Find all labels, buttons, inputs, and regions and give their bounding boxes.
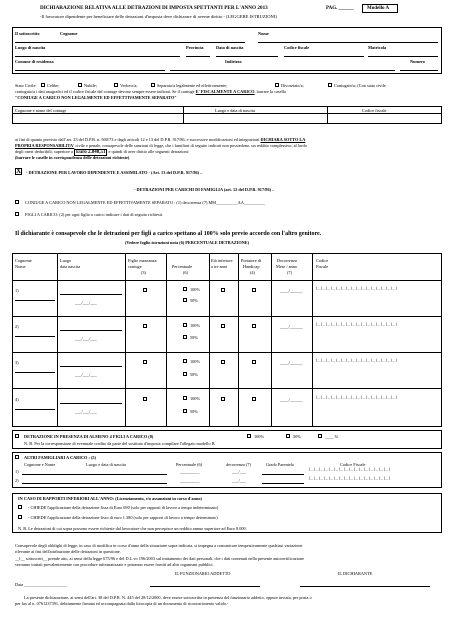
data-field[interactable]: Data ____________________ xyxy=(15,582,68,587)
figli-header-handicap-3: (4) xyxy=(250,270,256,275)
altri-row-number: 1) xyxy=(15,469,19,474)
carichi-famiglia-title: - DETRAZIONI PER CARICHI DI FAMIGLIA (art. 12 del D.P.R. 917/86) – xyxy=(134,187,275,192)
form-subtitle: -Il lavoratore dipendente per beneficiare delle detrazioni d'imposta deve dichiarare di averne diritto.- (LEGGERE ISTRUZIONI) xyxy=(40,14,277,19)
separato-checkbox[interactable] xyxy=(151,83,155,87)
figli-50-checkbox[interactable] xyxy=(183,335,187,339)
figli-handicap-checkbox[interactable] xyxy=(252,324,256,328)
figli-50-checkbox[interactable] xyxy=(183,298,187,302)
coniuge-carico-line: CONIUGE A CARICO NON LEGALMENTE ED EFFETTIVAMENTE SEPARATO : (1) decorrenza (7) MM__________AA__________ xyxy=(25,200,266,205)
figli-header-luogo-1: Luogo xyxy=(60,258,72,263)
figli-100-checkbox[interactable] xyxy=(183,287,187,291)
dichiarante-label: IL DICHIARANTE xyxy=(338,571,373,576)
figli-cf-field[interactable]: |_|_|_|_|_|_|_|_|_|_|_|_|_|_|_|_| xyxy=(315,359,398,363)
declaration-text-3: degli oneri deducibili, superiore a xyxy=(15,149,73,154)
quattro-figli-checkbox[interactable] xyxy=(15,434,19,438)
declaration-text-1: ai fini di quanto previsto dall' art. 23 del D.P.R. n. 600/73 e dagli articoli 12 e 13 del D.P.R. 917/86, e successive modificazioni ed integrazioni xyxy=(15,137,260,142)
coniuge-col-divider-1 xyxy=(183,106,184,124)
figli-header-mancanza-1: Figlio mancanza xyxy=(128,258,157,263)
figli-mancanza-checkbox[interactable] xyxy=(143,288,147,292)
detrazione-lavoro-label: - DETRAZIONE PER LAVORO DIPENDENTE E ASSIMILATO - (Art. 13 del D.P.R. 917/86) – xyxy=(26,170,203,175)
figli-header-cf-1: Codice xyxy=(316,258,329,263)
figli-row-divider-2 xyxy=(12,352,442,353)
figli-100-checkbox[interactable] xyxy=(183,323,187,327)
figli-luogo-field[interactable] xyxy=(60,330,122,331)
figli-row-divider-3 xyxy=(12,388,442,389)
altri-cf-field[interactable]: |_|_|_|_|_|_|_|_|_|_|_|_|_|_|_|_| xyxy=(308,477,391,481)
luogo-nascita-label: Luogo di nascita xyxy=(15,45,46,50)
figli-header-cf-2: Fiscale xyxy=(316,264,329,269)
figli-luogo-field[interactable] xyxy=(60,366,122,367)
rapporti-690-label: - CHIEDE l'applicazione della detrazione fissa di Euro 690 (solo per rapporti di lavoro a tempo indeterminato) xyxy=(28,505,219,510)
celibe-checkbox[interactable] xyxy=(41,83,45,87)
luogo-nascita-field[interactable] xyxy=(15,56,180,57)
figli-50-checkbox[interactable] xyxy=(183,372,187,376)
provincia-label: Provincia xyxy=(186,45,204,50)
divorziato-checkbox[interactable] xyxy=(275,83,279,87)
nubile-checkbox[interactable] xyxy=(78,83,82,87)
figli-header-decorrenza-3: (7) xyxy=(287,270,293,275)
figli-nome-field[interactable] xyxy=(15,300,55,301)
figli-header-decorrenza-1: Decorrenza xyxy=(277,258,297,263)
figli-eta-checkbox[interactable] xyxy=(221,288,225,292)
altri-dec-field[interactable]: ___/___ xyxy=(232,478,247,483)
figli-header-handicap-2: Handicap xyxy=(243,264,260,269)
figli-header-mancanza-2: coniuge xyxy=(128,264,142,269)
figli-nome-field[interactable] xyxy=(15,372,55,373)
figli-date-field[interactable]: ___/___/___ xyxy=(75,372,97,377)
numero-label: Numero xyxy=(410,59,425,64)
figli-decorrenza-field[interactable]: ____/______ xyxy=(280,397,303,402)
quattro-figli-label: DETRAZIONE IN PRESENZA DI ALMENO 4 FIGLI A CARICO (8) xyxy=(24,434,154,439)
coniuge-cf-header: Codice fiscale xyxy=(362,108,387,113)
figli-nome-field[interactable] xyxy=(15,409,55,410)
figli-50-label: 50% xyxy=(190,372,198,377)
amount-box: Euro 2.840,51 xyxy=(75,150,106,155)
footer-last-1: La presente dichiarazione, ai sensi dell'art. 38 del D.P.R. N. 445 del 28/12/2000, deve essere sottoscritta in presenza del funzionario addetto, oppure inviata, per posta o xyxy=(24,595,312,600)
cognome-field[interactable] xyxy=(15,42,245,43)
figli-header-handicap-1: Portatore di xyxy=(241,258,262,263)
figli-cf-field[interactable]: |_|_|_|_|_|_|_|_|_|_|_|_|_|_|_|_| xyxy=(315,323,398,327)
altri-header-nome: Cognome e Nome xyxy=(24,462,56,467)
figli-eta-checkbox[interactable] xyxy=(221,397,225,401)
quattro-figli-100-checkbox[interactable] xyxy=(247,434,251,438)
figli-header-eta-2: a tre anni xyxy=(211,264,227,269)
figli-header-divider xyxy=(12,280,442,281)
funzionario-signature-line[interactable] xyxy=(150,586,260,587)
stato-civile-note-text: coniugato/a i dati anagrafici ed il codice fiscale del coniuge devono sempre essere indicati. Se il coniuge xyxy=(15,89,195,94)
figli-100-checkbox[interactable] xyxy=(183,396,187,400)
figli-decorrenza-field[interactable]: ____/______ xyxy=(280,360,303,365)
consapevole-statement: Il dichiarante è consapevole che le detrazioni per figli a carico spettano al 100% solo previo accordo con l'altro genitore. xyxy=(15,231,322,237)
coniuge-nome-header: Cognome e nome del coniuge xyxy=(15,108,67,113)
quattro-figli-50-checkbox[interactable] xyxy=(286,434,290,438)
cognome-label: Cognome xyxy=(60,31,78,36)
figli-carico-line: FIGLI A CARICO: (2) per ogni figlio a carico indicare i dati di seguito richiesti. xyxy=(25,212,164,217)
consapevole-note: (Vedere foglio istruzioni nota (6) PERCENTUALE DETRAZIONE) xyxy=(125,240,250,245)
comune-residenza-field[interactable] xyxy=(15,70,165,71)
coniugato-label: Coniugato/a; (Con stato civile xyxy=(334,83,386,88)
figli-50-label: 50% xyxy=(190,298,198,303)
indirizzo-label: Indirizzo xyxy=(225,59,242,64)
figli-row-number: 3) xyxy=(15,360,19,365)
footer-line-2: rilevante ai fini dell'attribuzione delle detrazioni in questione. xyxy=(15,549,121,554)
altri-nome-field[interactable] xyxy=(22,474,167,475)
declaration-text-2: civile e penale, consapevole delle sanzioni di legge, che i familiari di seguito indicati non possiedono, un reddito complessivo, al lordo xyxy=(75,143,307,148)
coniuge-carico-checkbox[interactable] xyxy=(15,200,19,204)
figli-mancanza-checkbox[interactable] xyxy=(143,324,147,328)
figli-cf-field[interactable]: |_|_|_|_|_|_|_|_|_|_|_|_|_|_|_|_| xyxy=(315,396,398,400)
figli-header-eta-1: Età inferiore xyxy=(211,258,233,263)
sottoscritto-label: Il sottoscritto xyxy=(15,31,40,36)
figli-header-percentuale-3: (6) xyxy=(183,270,189,275)
figli-100-label: 100% xyxy=(190,323,201,328)
altri-pct-field[interactable]: _________ xyxy=(180,478,200,483)
rapporti-nb: N. B. Le detrazioni di cui sopra possono essere richieste dal lavoratore che non percepisce un reddito annuo superiore ad Euro 8.000. xyxy=(18,526,247,531)
altri-row-number: 2) xyxy=(15,478,19,483)
stato-civile-note xyxy=(15,89,286,94)
matricola-field[interactable] xyxy=(368,56,438,57)
celibe-label: Celibe; xyxy=(47,83,60,88)
figli-header-cognome-1: Cognome xyxy=(15,258,32,263)
fiscalmente-a-carico: E' FISCALMENTE A CARICO xyxy=(195,89,255,94)
nome-label: Nome xyxy=(258,31,269,36)
quattro-figli-100-label: 100% xyxy=(254,434,265,439)
declaration-text-3-end: e quindi di aver diritto alle seguenti detrazioni: xyxy=(108,149,190,154)
comune-residenza-label: Comune di residenza xyxy=(15,59,54,64)
altri-header-luogo: Luogo e data di nascita xyxy=(86,462,126,467)
vedovo-checkbox[interactable] xyxy=(114,83,118,87)
figli-handicap-checkbox[interactable] xyxy=(252,397,256,401)
rapporti-1380-checkbox[interactable] xyxy=(18,515,22,519)
figli-row-number: 4) xyxy=(15,397,19,402)
figli-luogo-field[interactable] xyxy=(60,294,122,295)
altri-familiari-checkbox[interactable] xyxy=(15,455,19,459)
nubile-label: Nubile; xyxy=(84,83,97,88)
figli-date-field[interactable]: ___/___/___ xyxy=(75,409,97,414)
figli-header-luogo-2: data nascita xyxy=(60,264,81,269)
figli-date-field[interactable]: ___/___/___ xyxy=(75,336,97,341)
dichiara-bold: DICHIARA SOTTO LA xyxy=(260,137,306,142)
figli-mancanza-checkbox[interactable] xyxy=(143,397,147,401)
altri-pct-field[interactable]: _________ xyxy=(180,469,200,474)
figli-100-label: 100% xyxy=(190,287,201,292)
coniuge-table-divider xyxy=(12,113,442,114)
altri-familiari-label: ALTRI FAMIGLIARI A CARICO : (5) xyxy=(24,455,96,460)
figli-50-checkbox[interactable] xyxy=(183,409,187,413)
quattro-figli-pct-field[interactable]: ____ % xyxy=(325,434,339,439)
altri-nome-field[interactable] xyxy=(22,483,167,484)
codice-fiscale-field[interactable] xyxy=(284,56,364,57)
figli-handicap-checkbox[interactable] xyxy=(252,288,256,292)
matricola-label: Matricola xyxy=(368,45,387,50)
figli-decorrenza-field[interactable]: ____/______ xyxy=(280,324,303,329)
figli-luogo-field[interactable] xyxy=(60,403,122,404)
rapporti-title: IN CASO DI RAPPORTI INFERIORI ALL'ANNO: (Licenziamento, e/o assunzioni in corso d'anno) xyxy=(18,496,202,501)
altri-header-percentuale: Percentuale (6) xyxy=(176,462,203,467)
figli-50-label: 50% xyxy=(190,335,198,340)
figli-header-percentuale-2: Percentuale xyxy=(172,264,193,269)
altri-header-decorrenza: decorrenza (7) xyxy=(226,462,251,467)
data-nascita-field[interactable] xyxy=(216,56,278,57)
figli-row-number: 1) xyxy=(15,288,19,293)
altri-header-cf: Codice Fiscale xyxy=(340,462,366,467)
figli-mancanza-checkbox[interactable] xyxy=(143,360,147,364)
figli-eta-checkbox[interactable] xyxy=(221,360,225,364)
figli-carico-checkbox[interactable] xyxy=(15,212,19,216)
codice-fiscale-label: Codice fiscale xyxy=(284,45,310,50)
vedovo-label: Vedovo/a; xyxy=(120,83,138,88)
figli-header-decorrenza-2: Mese / anno xyxy=(276,264,298,269)
dichiarante-signature-line[interactable] xyxy=(300,586,430,587)
quattro-figli-note: N. B. Per la corresponsione di eventuale credito da parte del sostituto d'imposta compilare l'allegato modello B xyxy=(24,441,215,446)
figli-row-divider-1 xyxy=(12,316,442,317)
declaration-line-2 xyxy=(15,143,307,148)
coniuge-a-carico-heading: "CONIUGE A CARICO NON LEGALMENTE ED EFFETTIVAMENTE SEPARATO" xyxy=(15,95,177,100)
footer-last-2: per fax al n. 0761237391, debitamente firmata ed accompagnata dalla fotocopia di un documento di riconoscimento valido.- xyxy=(15,601,229,606)
quattro-figli-50-label: 50% xyxy=(293,434,301,439)
stato-civile-note-end: , barrare la casella xyxy=(254,89,286,94)
quattro-figli-pct-checkbox[interactable] xyxy=(318,434,322,438)
rapporti-690-checkbox[interactable] xyxy=(18,505,22,509)
altri-cf-field[interactable]: |_|_|_|_|_|_|_|_|_|_|_|_|_|_|_|_| xyxy=(308,468,391,472)
declaration-instruction: (barrare le caselle in corrispondenza delle detrazioni richieste) xyxy=(15,155,130,160)
altri-grado-field[interactable] xyxy=(262,474,304,475)
figli-nome-field[interactable] xyxy=(15,336,55,337)
numero-field[interactable] xyxy=(400,70,438,71)
altri-header-grado: Grado Parentela xyxy=(266,462,294,467)
figli-50-label: 50% xyxy=(190,409,198,414)
form-title: DICHIARAZIONE RELATIVA ALLE DETRAZIONI DI IMPOSTA SPETTANTI PER L'ANNO 2013 xyxy=(40,5,268,11)
provincia-field[interactable] xyxy=(186,56,210,57)
stato-civile-label: Stato Civile: xyxy=(15,83,37,88)
figli-cf-field[interactable]: |_|_|_|_|_|_|_|_|_|_|_|_|_|_|_|_| xyxy=(315,287,398,291)
figli-handicap-checkbox[interactable] xyxy=(252,360,256,364)
footer-line-1: Consapevole degli obblighi di legge, in caso di modifica in corso d'anno della situazione sopra indicata, si impegna a comunicare tempestivamente qualsiasi variazione xyxy=(15,543,303,548)
rapporti-1380-label: - CHIEDE l'applicazione della detrazione fisso di euro 1.380 (solo per rapporti di lavoro a tempo determinato) xyxy=(28,515,218,520)
detrazione-lavoro-mark: X xyxy=(16,167,22,175)
coniuge-luogo-header: Luogo e data di nascita xyxy=(215,108,255,113)
page-number-label: PAG. ______ xyxy=(326,6,354,11)
coniugato-checkbox[interactable] xyxy=(328,83,332,87)
separato-label: Separato/a legalmente ed effettivamente; xyxy=(157,83,228,88)
figli-100-label: 100% xyxy=(190,396,201,401)
figli-100-checkbox[interactable] xyxy=(183,359,187,363)
footer-line-3: __l__ sottoscritt__ prende atto, ai sensi della legge 675/96 e del D.L.vo 196/2003 sul trattamento dei dati personali, che i dati contenuti nella presente autocertificazione xyxy=(15,556,304,561)
altri-grado-field[interactable] xyxy=(262,483,304,484)
figli-eta-checkbox[interactable] xyxy=(221,324,225,328)
data-nascita-label: Data di nascita xyxy=(216,45,244,50)
coniuge-col-divider-2 xyxy=(327,106,328,124)
quattro-figli-section xyxy=(12,430,442,449)
funzionario-label: IL FUNZIONARIO ADDETTO xyxy=(175,571,231,576)
divorziato-label: Divorziato/a; xyxy=(281,83,304,88)
figli-date-field[interactable]: ___/___/___ xyxy=(75,300,97,305)
figli-decorrenza-field[interactable]: ____/______ xyxy=(280,288,303,293)
figli-header-cognome-2: Nome xyxy=(15,264,26,269)
declaration-line-1 xyxy=(15,137,305,142)
responsabilita-bold: PROPRIA RESPONSABILITA' xyxy=(15,143,75,148)
figli-header-mancanza-3: (3) xyxy=(141,270,147,275)
footer-line-4: verranno trattati prevalentemente con procedure informatizzate e potranno essere forniti ad altri organismi pubblici. xyxy=(15,562,214,567)
figli-100-label: 100% xyxy=(190,359,201,364)
model-label: Modello A xyxy=(367,6,390,11)
altri-dec-field[interactable]: ___/___ xyxy=(232,469,247,474)
nome-field[interactable] xyxy=(258,42,438,43)
figli-row-number: 2) xyxy=(15,324,19,329)
indirizzo-field[interactable] xyxy=(170,70,395,71)
